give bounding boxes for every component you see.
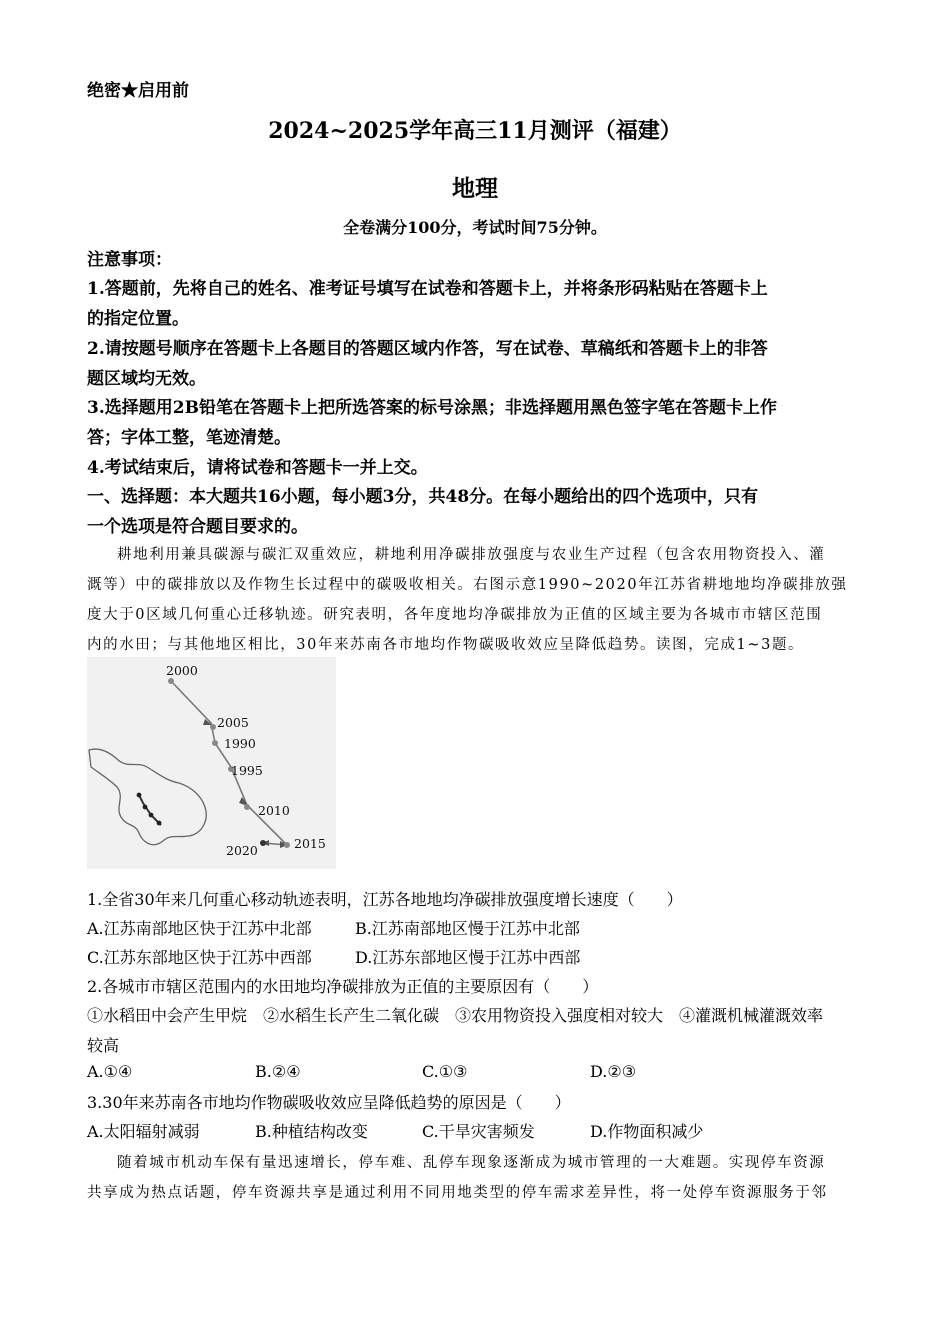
year-label-2000: 2000 — [166, 663, 198, 678]
year-label-2015: 2015 — [294, 836, 326, 851]
passage-line: 内的水田；与其他地区相比，30年来苏南各市地均作物碳吸收效应呈降低趋势。读图，完成1~3题。 — [87, 637, 805, 653]
section-heading-cont: 一个选项是符合题目要求的。 — [87, 517, 308, 537]
passage-line: 耕地利用兼具碳源与碳汇双重效应，耕地利用净碳排放强度与农业生产过程（包含农用物资投入、灌 — [117, 547, 826, 563]
option-d[interactable]: D.江苏东部地区慢于江苏中西部 — [355, 948, 581, 967]
notice-line: 4.考试结束后，请将试卷和答题卡一并上交。 — [87, 458, 428, 478]
question-stem: 1.全省30年来几何重心移动轨迹表明，江苏各地地均净碳排放强度增长速度（ ） — [87, 890, 683, 909]
centroid-trajectory — [171, 681, 287, 845]
year-label-2005: 2005 — [217, 715, 249, 730]
year-label-2010: 2010 — [258, 803, 290, 818]
question-stem: 2.各城市市辖区范围内的水田地均净碳排放为正值的主要原因有（ ） — [87, 977, 599, 996]
question-statements: ①水稻田中会产生甲烷 ②水稻生长产生二氧化碳 ③农用物资投入强度相对较大 ④灌溉机械灌溉效率 — [87, 1006, 824, 1025]
passage-line: 度大于0区域几何重心迁移轨迹。研究表明，各年度地均净碳排放为正值的区域主要为各城市市辖区范围 — [87, 607, 823, 623]
notice-heading: 注意事项： — [87, 250, 172, 270]
confidential-mark: 绝密★启用前 — [87, 81, 189, 101]
notice-line: 的指定位置。 — [87, 309, 189, 329]
notice-line: 3.选择题用2B铅笔在答题卡上把所选答案的标号涂黑；非选择题用黑色签字笔在答题卡上作 — [87, 398, 777, 418]
option-c[interactable]: C.干旱灾害频发 — [422, 1122, 535, 1141]
option-b[interactable]: B.种植结构改变 — [255, 1122, 368, 1141]
passage-line: 随着城市机动车保有量迅速增长，停车难、乱停车现象逐渐成为城市管理的一大难题。实现停车资源 — [117, 1155, 826, 1171]
notice-line: 题区域均无效。 — [87, 369, 206, 389]
inset-track — [139, 795, 161, 825]
year-label-2020: 2020 — [226, 843, 258, 858]
question-stem: 3.30年来苏南各市地均作物碳吸收效应呈降低趋势的原因是（ ） — [87, 1093, 571, 1112]
province-outline — [89, 749, 206, 845]
option-b[interactable]: B.江苏南部地区慢于江苏中北部 — [355, 919, 580, 938]
option-c[interactable]: C.江苏东部地区快于江苏中西部 — [87, 948, 312, 967]
notice-line: 答；字体工整，笔迹清楚。 — [87, 428, 291, 448]
option-a[interactable]: A.江苏南部地区快于江苏中北部 — [87, 919, 312, 938]
exam-title: 2024~2025学年高三11月测评（福建） — [268, 118, 682, 144]
subject-title: 地理 — [452, 175, 498, 202]
year-label-1990: 1990 — [224, 736, 256, 751]
year-label-1995: 1995 — [231, 763, 263, 778]
section-heading: 一、选择题：本大题共16小题，每小题3分，共48分。在每小题给出的四个选项中，只有 — [87, 487, 759, 507]
option-d[interactable]: D.②③ — [590, 1062, 637, 1081]
option-b[interactable]: B.②④ — [255, 1062, 301, 1081]
option-a[interactable]: A.①④ — [87, 1062, 133, 1081]
option-c[interactable]: C.①③ — [422, 1062, 468, 1081]
option-d[interactable]: D.作物面积减少 — [590, 1122, 704, 1141]
score-time-info: 全卷满分100分，考试时间75分钟。 — [343, 218, 607, 237]
notice-line: 1.答题前，先将自己的姓名、准考证号填写在试卷和答题卡上，并将条形码粘贴在答题卡上 — [87, 279, 768, 299]
option-a[interactable]: A.太阳辐射减弱 — [87, 1122, 200, 1141]
passage-line: 溉等）中的碳排放以及作物生长过程中的碳吸收相关。右图示意1990~2020年江苏省耕地地均净碳排放强 — [87, 577, 848, 593]
centroid-migration-map — [87, 657, 336, 869]
passage-line: 共享成为热点话题，停车资源共享是通过利用不同用地类型的停车需求差异性，将一处停车资源服务于邻 — [87, 1185, 828, 1201]
notice-line: 2.请按题号顺序在答题卡上各题目的答题区域内作答，写在试卷、草稿纸和答题卡上的非答 — [87, 339, 768, 359]
question-statements-cont: 较高 — [87, 1036, 120, 1055]
